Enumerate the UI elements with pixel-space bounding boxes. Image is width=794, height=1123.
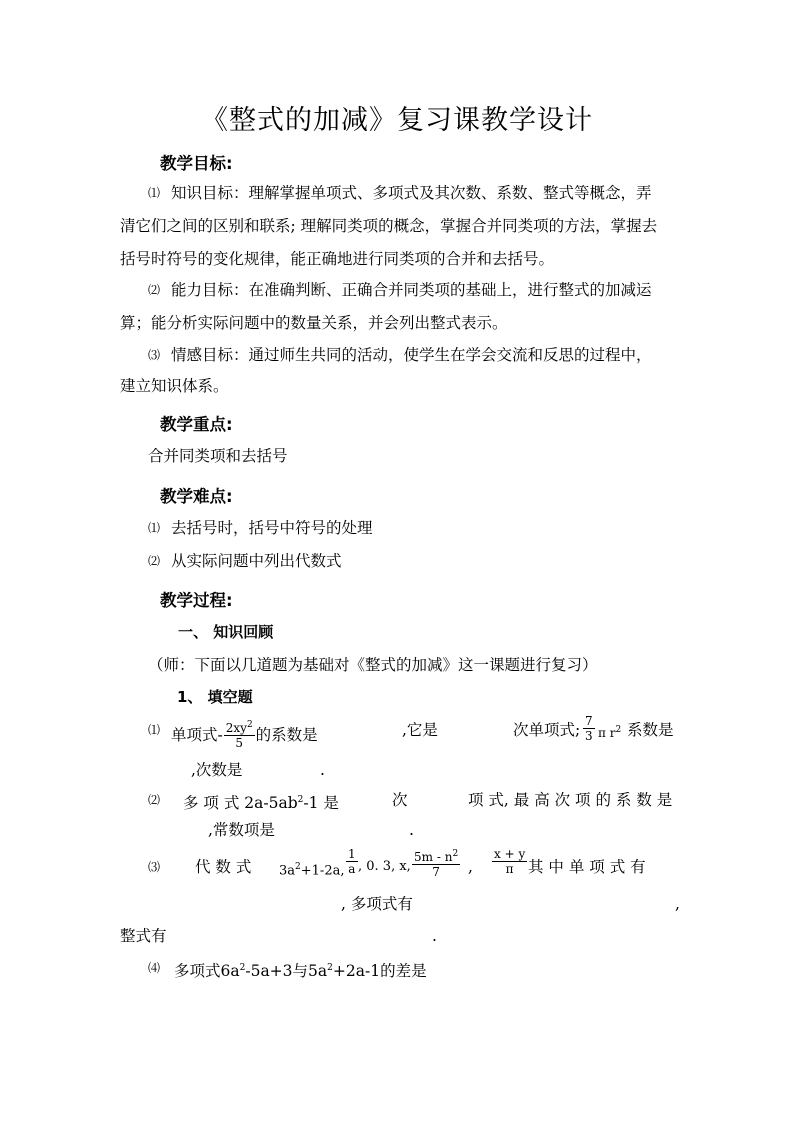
q3-number: ⑶	[148, 860, 161, 874]
goal-1-text-2: 清它们之间的区别和联系; 理解同类项的概念，掌握合并同类项的方法，掌握去	[120, 217, 658, 235]
q1-fraction-2	[583, 714, 595, 743]
q3-exponent-2: 2	[452, 849, 459, 859]
q1-fraction-2-denominator: 3	[585, 729, 593, 743]
q4-exponent-2: 2	[327, 963, 333, 973]
q4-exponent-1: 2	[239, 963, 246, 973]
goal-3-text-2: 建立知识体系。	[120, 377, 229, 395]
q1-pi-r: π $r^2$	[598, 725, 622, 740]
process-heading: 教学过程:	[160, 591, 233, 610]
q2-line2-end: .	[409, 821, 414, 839]
section-1-title: 一、 知识回顾	[178, 623, 274, 641]
q1-fraction-denominator: 5	[235, 736, 244, 750]
q3-fraction-2-numerator: 5m - n	[414, 850, 453, 864]
q2-text-c: 次	[392, 791, 408, 809]
difficulty-heading: 教学难点:	[160, 487, 233, 506]
goal-2-text-1: 能力目标：在准确判断、正确合并同类项的基础上，进行整式的加减运	[171, 281, 652, 299]
goal-1-text-1: 知识目标：理解掌握单项式、多项式及其次数、系数、整式等概念，弄	[171, 184, 652, 202]
q1-fraction-2-numerator: 7	[585, 714, 593, 728]
difficulty-2-number: ⑵	[148, 554, 161, 568]
q1-line2-end: .	[320, 761, 325, 779]
q3-fraction-1	[346, 847, 358, 876]
q3-comma: ,	[468, 858, 473, 876]
q1-line2-mid: ,次数是	[191, 761, 243, 779]
q2-exponent: 2	[297, 795, 304, 805]
q2-text-b: -1 是	[303, 794, 339, 813]
goal-2-text-2: 算；能分析实际问题中的数量关系，并会列出整式表示。	[120, 314, 508, 332]
q3-expr: $3a^2+1-2a$,	[279, 862, 345, 879]
q4-text-2: -5a+3与5a	[245, 962, 328, 981]
q1-fraction	[224, 718, 255, 750]
goal-3-text-1: 情感目标：通过师生共同的活动，使学生在学会交流和反思的过程中，	[171, 346, 652, 364]
q2-number: ⑵	[148, 793, 161, 807]
q1-exponent: 2	[246, 720, 253, 730]
q4-number: ⑷	[148, 961, 161, 975]
q3-fraction-1-numerator: 1	[348, 847, 356, 861]
q1-mid1: 的系数是	[255, 726, 318, 744]
goal-3-number: ⑶	[148, 348, 161, 362]
q1-content	[171, 720, 318, 752]
q3-line2-mid: , 多项式有	[341, 895, 413, 913]
q1-number: ⑴	[148, 723, 161, 737]
q1-exponent-2: 2	[615, 725, 622, 735]
goal-1-text-3: 括号时符号的变化规律，能正确地进行同类项的合并和去括号。	[120, 250, 555, 268]
q1-pre: 单项式-	[171, 726, 223, 744]
goal-2-number: ⑵	[148, 283, 161, 297]
q3-fraction-1-denominator: a	[348, 862, 356, 876]
q3-exponent: 2	[295, 862, 301, 872]
page-title: 《整式的加减》复习课教学设计	[201, 105, 593, 136]
teacher-note: （师：下面以几道题为基础对《整式的加减》这一课题进行复习）	[148, 656, 598, 674]
q4-text: 多项式$6a^2-5a+3$与$5a^2+2a-1$的差是	[174, 962, 427, 981]
q1-post: 系数是	[627, 721, 674, 739]
q3-expr2: +1-2a,	[300, 863, 345, 879]
q3-fraction-3	[492, 847, 527, 876]
difficulty-2-text: 从实际问题中列出代数式	[171, 552, 342, 570]
q3-post: 其 中 单 项 式 有	[528, 858, 646, 876]
q2-line2-mid: ,常数项是	[208, 821, 275, 839]
q2-text-a: 多 项 式 $2a-5ab^2-1$ 是	[183, 794, 339, 813]
q1-fraction-numerator: 2xy	[225, 721, 247, 735]
q3-line2-end: ,	[675, 895, 680, 913]
q3-line3-end: .	[432, 927, 437, 945]
goals-heading: 教学目标:	[160, 154, 233, 173]
goal-1-number: ⑴	[148, 186, 161, 200]
key-heading: 教学重点:	[160, 415, 233, 434]
q3-pre: 代 数 式	[195, 858, 252, 876]
q3-expr3: , 0. 3, x,	[358, 859, 411, 874]
q1-mid3: 次单项式;	[513, 721, 581, 739]
difficulty-1-text: 去括号时，括号中符号的处理	[171, 519, 373, 537]
q1-mid2: ,它是	[402, 721, 438, 739]
q3-fraction-2-denominator: 7	[432, 865, 440, 879]
item-1-title: 1、 填空题	[177, 688, 253, 706]
q4-text-3: +2a-1的差是	[332, 962, 427, 981]
key-text: 合并同类项和去括号	[148, 447, 288, 465]
q3-fraction-3-denominator: π	[505, 862, 514, 876]
difficulty-1-number: ⑴	[148, 521, 161, 535]
q3-fraction-3-numerator: x + y	[494, 847, 526, 861]
q3-fraction-2	[412, 847, 460, 879]
q3-line3-pre: 整式有	[120, 927, 167, 945]
q2-text-d: 项 式, 最 高 次 项 的 系 数 是	[468, 791, 673, 809]
